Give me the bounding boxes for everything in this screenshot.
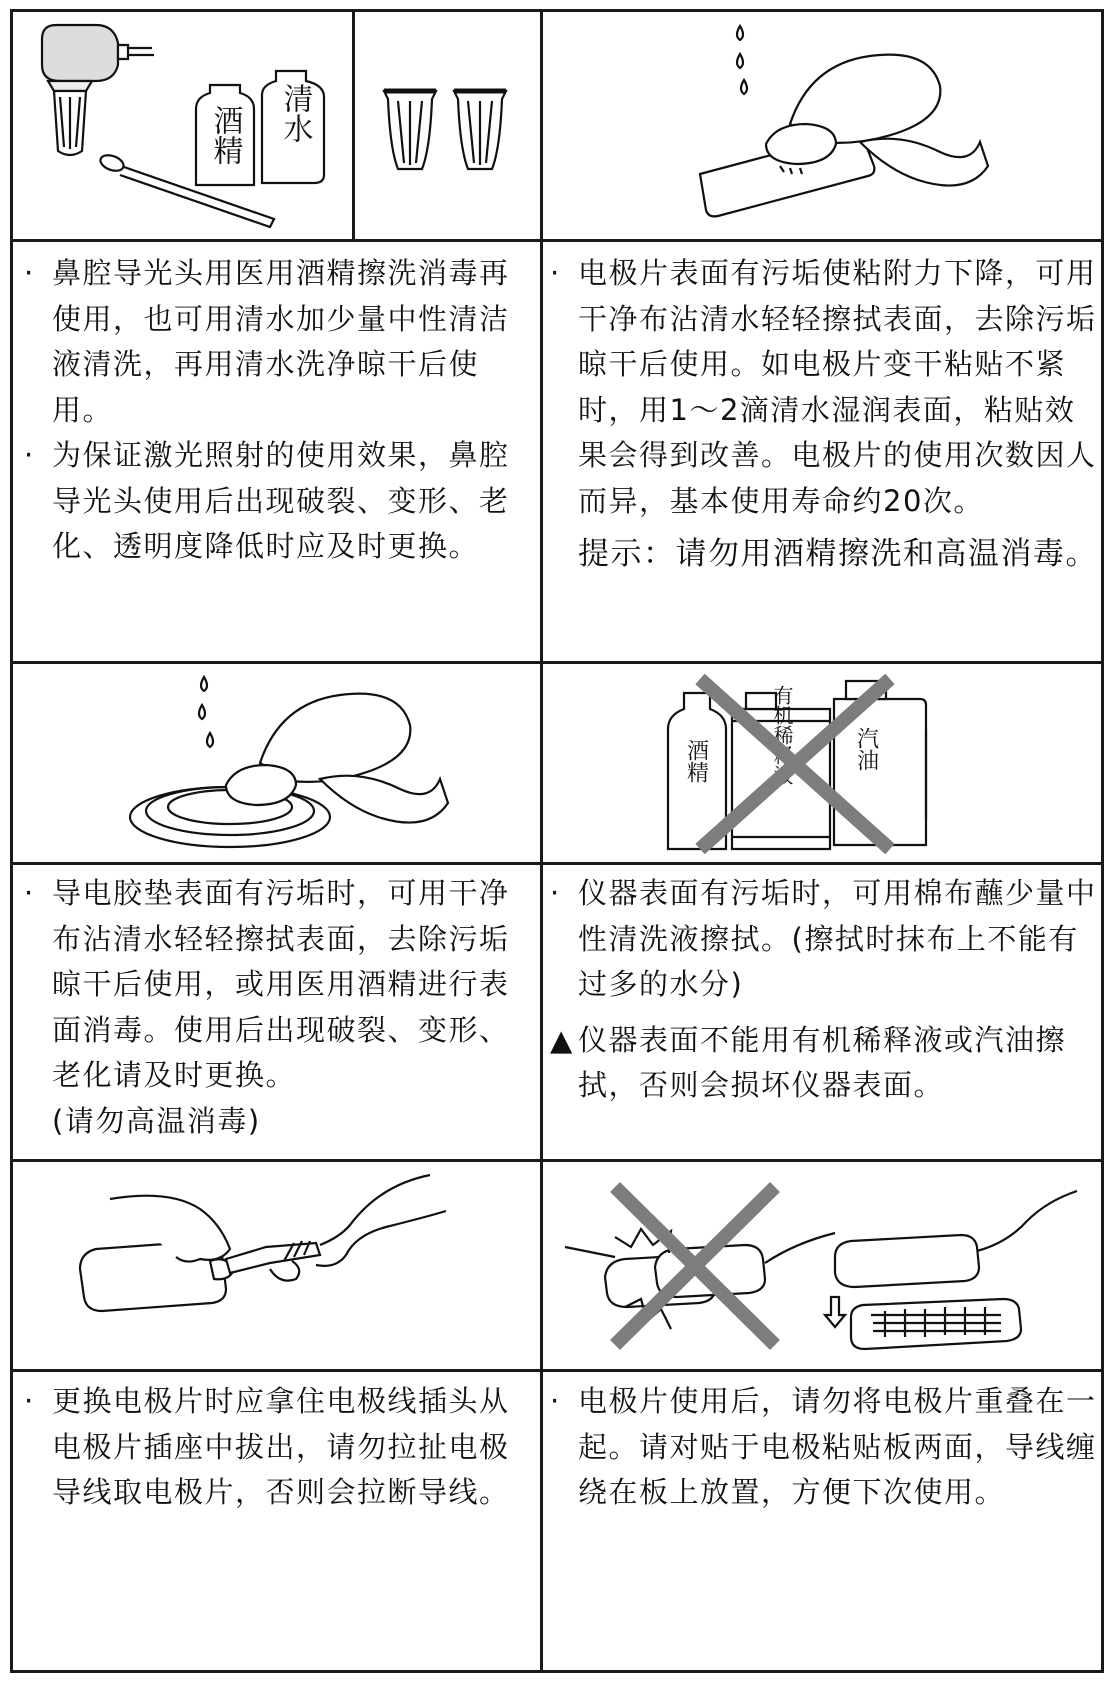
gel-pad-cleaning-instruction: 导电胶垫表面有污垢时，可用干净布沾清水轻轻擦拭表面，去除污垢晾干后使用，或用医用酒精进行表面消毒。使用后出现破裂、变形、老化请及时更换。 [52,876,510,1092]
probe-care-text [24,251,538,570]
list-item [24,433,538,570]
warning-item [550,1018,1098,1109]
electrode-replace-text [24,1379,538,1516]
electrode-tip: 提示：请勿用酒精擦洗和高温消毒。 [578,536,1098,572]
bottle-alcohol-label: 酒精 [683,739,709,783]
electrode-replace-instruction: 更换电极片时应拿住电极线插头从电极片插座中拔出，请勿拉扯电极导线取电极片，否则会拉断导线。 [52,1384,510,1509]
bullet-marker: · [24,876,35,910]
list-item [24,1379,538,1516]
electrode-care-text [550,251,1098,577]
list-item [24,251,538,433]
electrode-wiping-illustration [670,14,1000,234]
gel-pad-note: (请勿高温消毒) [52,1103,261,1138]
border-bottom [10,1670,1104,1673]
warning-triangle-icon: ▲ [550,1022,574,1057]
list-item [550,1379,1098,1516]
forbidden-solvents-illustration [660,669,990,859]
device-care-text [550,871,1098,1109]
divider-center [540,9,543,1673]
electrode-storage-text [550,1379,1098,1516]
probe-replacement-instruction: 为保证激光照射的使用效果，鼻腔导光头使用后出现破裂、变形、老化、透明度降低时应及时更换。 [52,438,510,563]
border-top [10,9,1104,12]
unplug-electrode-illustration [70,1169,450,1364]
list-item [24,871,538,1099]
electrode-storage-instruction: 电极片使用后，请勿将电极片重叠在一起。请对贴于电极粘贴板两面，导线缠绕在板上放置，方便下次使用。 [578,1384,1097,1509]
can-diluent-label: 有机稀释液 [770,685,794,785]
bullet-marker: · [550,256,561,290]
list-item [550,251,1098,524]
electrode-storage-illustration [555,1167,1095,1365]
bullet-marker: · [24,256,35,290]
probe-cleaning-instruction: 鼻腔导光头用医用酒精擦洗消毒再使用，也可用清水加少量中性清洁液清洗，再用清水洗净晾干后使用。 [52,256,510,427]
device-solvent-warning: 仪器表面不能用有机稀释液或汽油擦拭，否则会损坏仪器表面。 [578,1022,1067,1102]
gel-pad-wiping-illustration [120,667,450,857]
divider-row1 [10,239,1104,242]
bullet-marker: · [550,1384,561,1418]
can-gasoline-label: 汽油 [853,727,879,771]
bullet-marker: · [24,438,35,472]
divider-row4 [10,1159,1104,1162]
divider-row1-small [352,9,355,241]
bottle-water-label: 清水 [277,83,313,143]
list-item [550,871,1098,1008]
border-right [1101,9,1104,1673]
border-left [10,9,13,1673]
nasal-probe-cleaning-illustration [20,17,350,235]
divider-row2 [10,661,1104,664]
electrode-cleaning-instruction: 电极片表面有污垢使粘附力下降，可用干净布沾清水轻轻擦拭表面，去除污垢晾干后使用。如电极片变干粘贴不紧时，用1～2滴清水湿润表面，粘贴效果会得到改善。电极片的使用次数因人而异，基本使用寿命约20次。 [578,256,1097,518]
bullet-marker: · [24,1384,35,1418]
device-cleaning-instruction: 仪器表面有污垢时，可用棉布蘸少量中性清洗液擦拭。(擦拭时抹布上不能有过多的水分) [578,876,1097,1001]
instruction-sheet [10,9,1104,1673]
gel-pad-care-text [24,871,538,1144]
probe-tips-illustration [370,69,530,189]
divider-row3 [10,862,1104,865]
bottle-alcohol-label: 酒精 [207,105,243,165]
bullet-marker: · [550,876,561,910]
divider-row5 [10,1369,1104,1372]
